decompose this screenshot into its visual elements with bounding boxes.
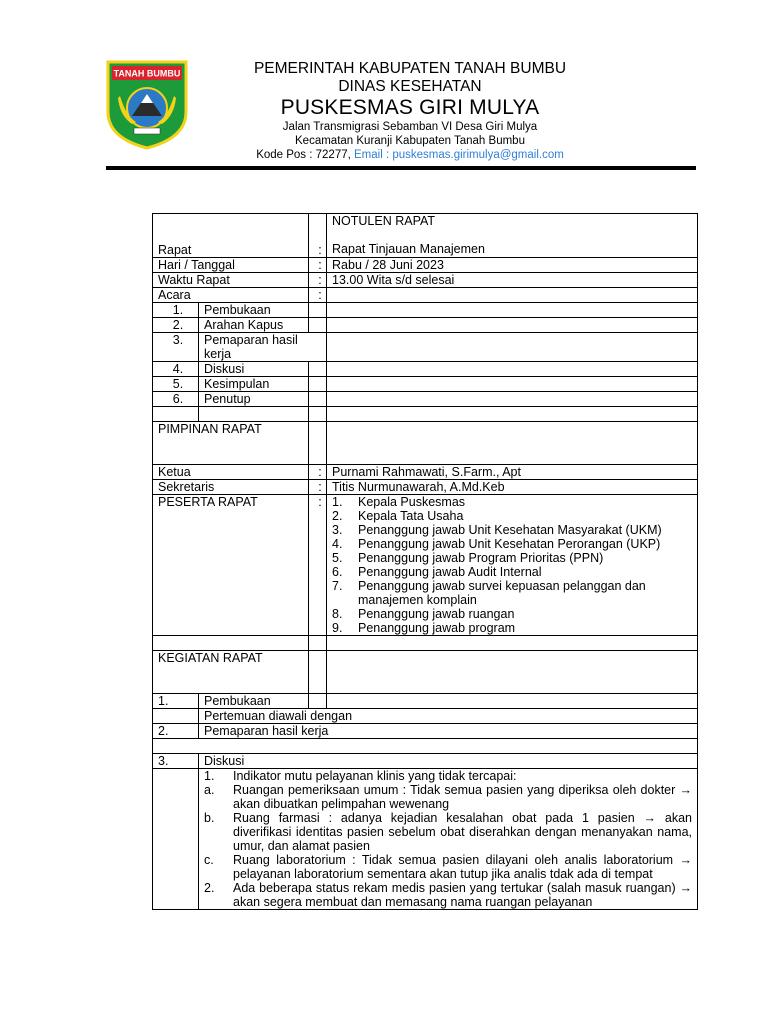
hari-label: Hari / Tanggal	[153, 258, 309, 273]
colon: :	[309, 273, 327, 288]
row-waktu	[153, 273, 698, 288]
discussion-details	[153, 769, 698, 910]
svg-text:TANAH BUMBU: TANAH BUMBU	[113, 68, 181, 79]
agenda-item: 1. Pembukaan	[153, 303, 698, 318]
acara-label: Acara	[153, 288, 309, 303]
participant-item: 5. Penanggung jawab Program Prioritas (PPN)	[332, 551, 604, 565]
discussion-item: a. Ruangan pemeriksaan umum : Tidak semua pasien yang diperiksa oleh dokter → akan dibuatkan pelimpahan wewenang	[204, 783, 693, 811]
row-peserta	[153, 495, 698, 636]
row-kegiatan	[153, 651, 698, 694]
participant-item: 9. Penanggung jawab program	[332, 621, 516, 635]
waktu-label: Waktu Rapat	[153, 273, 309, 288]
activity-presentation: 2. Pemaparan hasil kerja	[153, 724, 698, 739]
address-line-1: Jalan Transmigrasi Sebamban VI Desa Giri Mulya	[282, 121, 538, 133]
participant-item: 4. Penanggung jawab Unit Kesehatan Perorangan (UKP)	[332, 537, 661, 551]
colon: :	[309, 480, 327, 495]
email-link[interactable]: Email : puskesmas.girimulya@gmail.com	[354, 149, 564, 161]
hari-value: Rabu / 28 Juni 2023	[327, 258, 698, 273]
row-acara	[153, 288, 698, 303]
row-ketua	[153, 465, 698, 480]
participant-item: 1. Kepala Puskesmas	[332, 495, 466, 509]
department-name: DINAS KESEHATAN	[338, 78, 482, 95]
colon: :	[309, 465, 327, 480]
minutes-title: NOTULEN RAPAT	[332, 214, 436, 228]
agenda-item: 5. Kesimpulan	[153, 377, 698, 392]
row-rapat	[153, 214, 698, 258]
discussion-list	[199, 769, 698, 910]
agenda-item: 2. Arahan Kapus	[153, 318, 698, 333]
activity-opening: 1. Pembukaan	[153, 694, 698, 709]
participant-item: 6. Penanggung jawab Audit Internal	[332, 565, 542, 579]
participant-item: 2. Kepala Tata Usaha	[332, 509, 464, 523]
row-hari	[153, 258, 698, 273]
participants-list	[332, 495, 697, 635]
activity-discussion: 3. Diskusi	[153, 754, 698, 769]
tanah-bumbu-logo	[106, 60, 188, 150]
colon: :	[309, 214, 327, 258]
row-pimpinan	[153, 422, 698, 465]
discussion-item: 2. Ada beberapa status rekam medis pasien yang tertukar (salah masuk ruangan) → akan segera membuat dan memasang nama ruangan pelayanan	[204, 881, 693, 909]
agenda-item: 3. Pemaparan hasil kerja	[153, 333, 698, 362]
activity-opening-text: Pertemuan diawali dengan	[153, 709, 698, 724]
participant-item: 8. Penanggung jawab ruangan	[332, 607, 515, 621]
letterhead-text	[200, 60, 620, 162]
waktu-value: 13.00 Wita s/d selesai	[327, 273, 698, 288]
letterhead-divider	[106, 166, 696, 170]
rapat-value: Rapat Tinjauan Manajemen	[332, 242, 485, 256]
participant-item: 7. Penanggung jawab survei kepuasan pelanggan dan manajemen komplain	[332, 579, 646, 607]
contact-line	[200, 148, 620, 162]
colon: :	[309, 495, 327, 636]
ketua-value: Purnami Rahmawati, S.Farm., Apt	[327, 465, 698, 480]
ketua-label: Ketua	[153, 465, 309, 480]
postcode: Kode Pos : 72277,	[256, 149, 355, 161]
participant-item: 3. Penanggung jawab Unit Kesehatan Masyarakat (UKM)	[332, 523, 662, 537]
letterhead	[0, 0, 768, 175]
rapat-cell	[327, 214, 698, 258]
government-name: PEMERINTAH KABUPATEN TANAH BUMBU	[253, 60, 567, 77]
kegiatan-label: KEGIATAN RAPAT	[153, 651, 309, 694]
colon: :	[309, 288, 327, 303]
address-line-2: Kecamatan Kuranji Kabupaten Tanah Bumbu	[295, 135, 525, 147]
minutes-table	[152, 213, 698, 910]
discussion-item: 1. Indikator mutu pelayanan klinis yang tidak tercapai:	[204, 769, 517, 783]
row-sekretaris	[153, 480, 698, 495]
sekretaris-label: Sekretaris	[153, 480, 309, 495]
participants-cell	[327, 495, 698, 636]
rapat-label: Rapat	[153, 214, 309, 258]
institution-name: PUSKESMAS GIRI MULYA	[280, 96, 540, 119]
peserta-label: PESERTA RAPAT	[153, 495, 309, 636]
pimpinan-label: PIMPINAN RAPAT	[153, 422, 309, 465]
discussion-item: b. Ruang farmasi : adanya kejadian kesalahan obat pada 1 pasien → akan diverifikasi identitas pasien sebelum obat diserahkan dengan menanyakan nama, umur, dan alamat pasien	[204, 811, 693, 853]
agenda-item: 4. Diskusi	[153, 362, 698, 377]
discussion-item: c. Ruang laboratorium : Tidak semua pasien dilayani oleh analis laboratorium → pelayanan laboratorium sementara akan tutup jika analis tdak ada di tempat	[204, 853, 693, 881]
agenda-item: 6. Penutup	[153, 392, 698, 407]
colon: :	[309, 258, 327, 273]
sekretaris-value: Titis Nurmunawarah, A.Md.Keb	[327, 480, 698, 495]
